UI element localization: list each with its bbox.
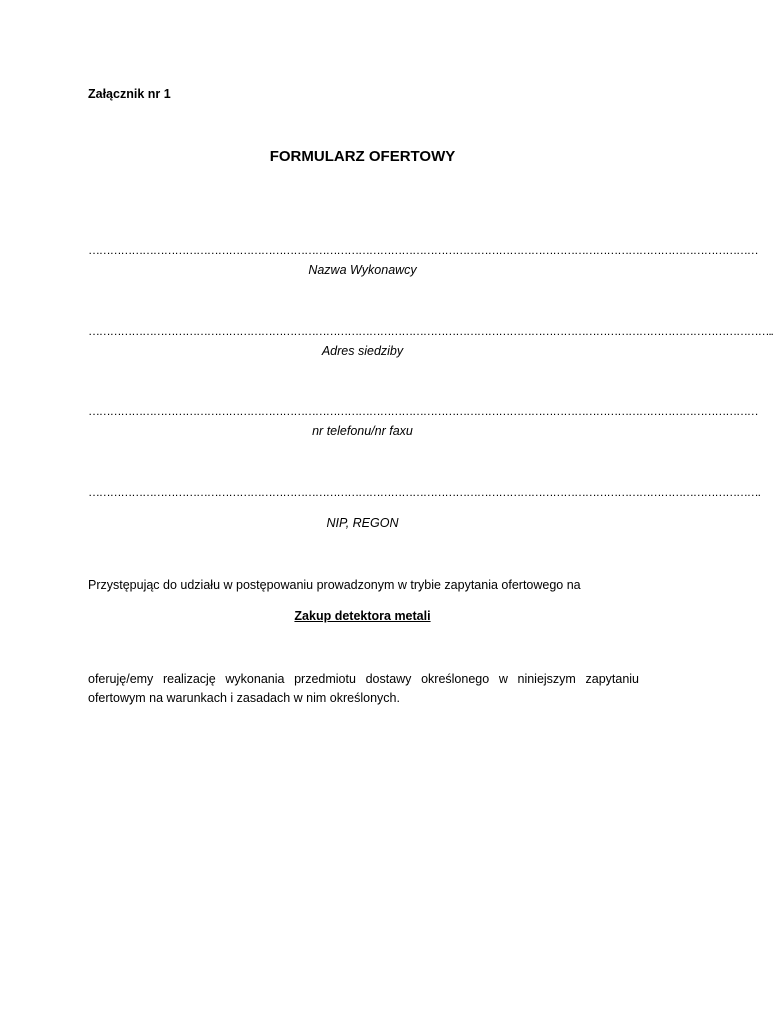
offer-paragraph: oferuję/emy realizację wykonania przedmiotu dostawy określonego w niniejszym zapytaniu ofertowym na warunkach i zasadach w nim określonych. [88,672,639,705]
registered-address-field[interactable] [88,324,773,358]
attachment-label: Załącznik nr 1 [88,87,171,101]
phone-fax-caption: nr telefonu/nr faxu [312,424,413,438]
intro-paragraph: Przystępując do udziału w postępowaniu prowadzonym w trybie zapytania ofertowego na [88,578,581,592]
phone-fax-field[interactable] [88,404,758,438]
registered-address-caption: Adres siedziby [321,344,404,358]
dotted-line: …………………………………………………………………………………………………………………………………………………………………… [88,243,758,257]
dotted-line: ……………………………………………………………………………………………………………………………………………………………………….. [88,324,773,338]
form-title: FORMULARZ OFERTOWY [269,148,456,165]
dotted-line: …………………………………………………………………………………………………………………………………………………………………… [88,404,758,418]
contractor-name-caption: Nazwa Wykonawcy [308,263,417,277]
procurement-subject: Zakup detektora metali [294,609,431,623]
contractor-name-field[interactable] [88,243,758,277]
nip-regon-caption: NIP, REGON [326,516,399,530]
dotted-line: ……………………………………………………………………………………………………………………………………………………………………. [88,485,760,499]
nip-regon-field[interactable] [88,485,760,530]
